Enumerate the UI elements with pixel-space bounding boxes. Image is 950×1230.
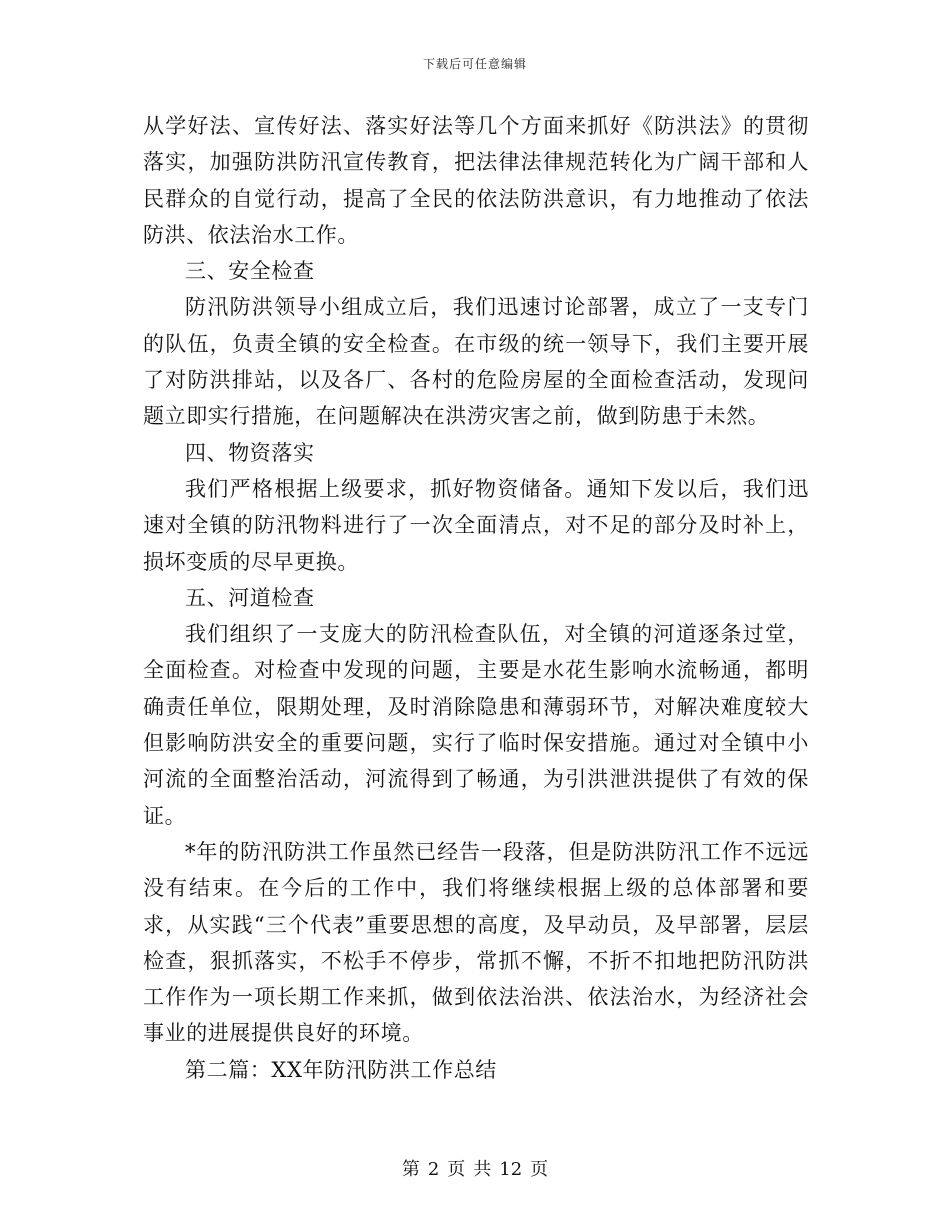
paragraph-safety-inspection: 防汛防洪领导小组成立后，我们迅速讨论部署，成立了一支专门的队伍，负责全镇的安全检查。在市级的统一领导下，我们主要开展了对防洪排站，以及各厂、各村的危险房屋的全面检查活动，发现问题立即实行措施，在问题解决在洪涝灾害之前，做到防患于未然。	[143, 295, 809, 429]
page-header: 下载后可任意编辑	[422, 57, 527, 71]
footer-total-word: 共	[473, 1159, 492, 1180]
footer-page-word: 页	[447, 1159, 466, 1180]
section-heading-river-inspection: 五、河道检查	[185, 585, 315, 610]
section-heading-materials: 四、物资落实	[185, 440, 315, 465]
page-footer	[0, 1155, 950, 1181]
next-article-title: 第二篇：XX年防汛防洪工作总结	[185, 1057, 497, 1082]
section-heading-safety-inspection: 三、安全检查	[185, 259, 315, 284]
footer-total-pages: 12	[499, 1159, 523, 1180]
paragraph-materials: 我们严格根据上级要求，抓好物资储备。通知下发以后，我们迅速对全镇的防汛物料进行了一次全面清点，对不足的部分及时补上，损坏变质的尽早更换。	[143, 476, 809, 574]
footer-page-number: 2	[427, 1159, 440, 1180]
footer-suffix: 页	[530, 1159, 549, 1180]
footer-prefix: 第	[401, 1159, 420, 1180]
paragraph-river-inspection: 我们组织了一支庞大的防汛检查队伍，对全镇的河道逐条过堂，全面检查。对检查中发现的问题，主要是水花生影响水流畅通，都明确责任单位，限期处理，及时消除隐患和薄弱环节，对解决难度较大但影响防洪安全的重要问题，实行了临时保安措施。通过对全镇中小河流的全面整治活动，河流得到了畅通，为引洪泄洪提供了有效的保证。	[143, 622, 809, 828]
paragraph-law-promotion: 从学好法、宣传好法、落实好法等几个方面来抓好《防洪法》的贯彻落实，加强防洪防汛宣传教育，把法律法律规范转化为广阔干部和人民群众的自觉行动，提高了全民的依法防洪意识，有力地推动了依法防洪、依法治水工作。	[143, 114, 809, 247]
document-body	[143, 108, 809, 1088]
paragraph-conclusion: *年的防汛防洪工作虽然已经告一段落，但是防洪防汛工作不远远没有结束。在今后的工作中，我们将继续根据上级的总体部署和要求，从实践“三个代表”重要思想的高度，及早动员，及早部署，层层检查，狠抓落实，不松手不停步，常抓不懈，不折不扣地把防汛防洪工作作为一项长期工作来抓，做到依法治洪、依法治水，为经济社会事业的进展提供良好的环境。	[143, 839, 809, 1046]
